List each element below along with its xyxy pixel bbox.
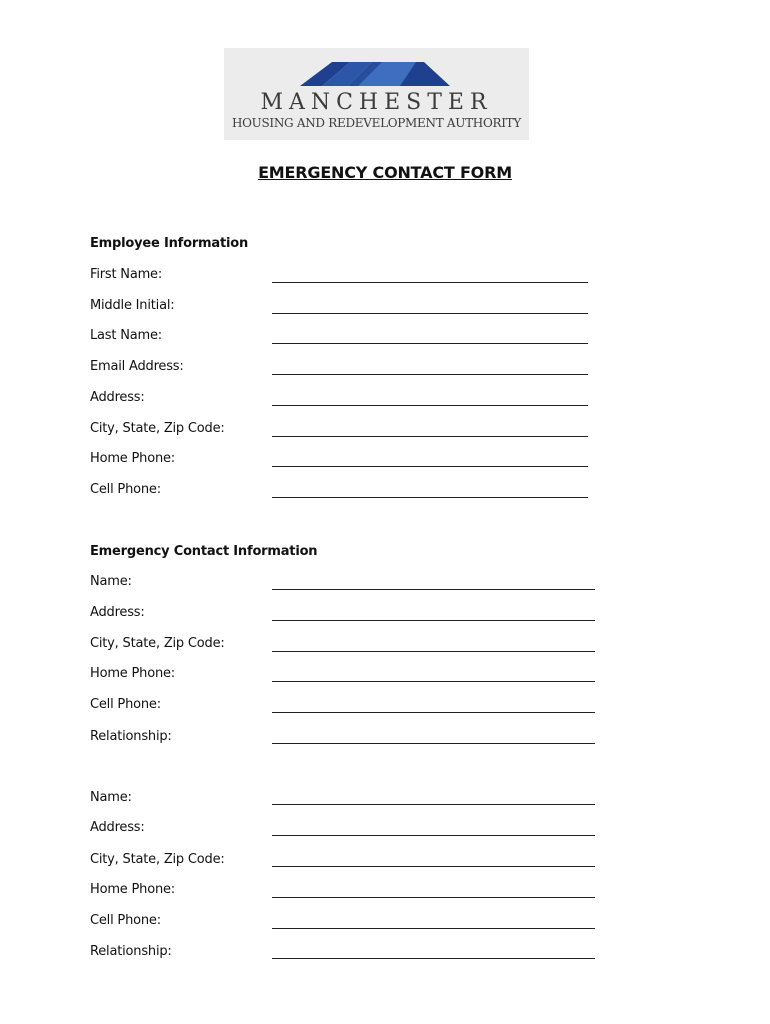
contact2-cell-phone-field[interactable] xyxy=(272,928,595,929)
contact2-name-field[interactable] xyxy=(272,804,595,805)
contact2-address-field[interactable] xyxy=(272,835,595,836)
contact1-name-label: Name: xyxy=(90,574,132,589)
address-field[interactable] xyxy=(272,405,588,406)
contact2-name-label: Name: xyxy=(90,790,132,805)
last-name-label: Last Name: xyxy=(90,328,162,343)
first-name-field[interactable] xyxy=(272,282,588,283)
first-name-label: First Name: xyxy=(90,267,163,282)
contact2-relationship-field[interactable] xyxy=(272,958,595,959)
contact2-home-phone-label: Home Phone: xyxy=(90,882,175,897)
contact1-name-field[interactable] xyxy=(272,589,595,590)
cell-phone-label: Cell Phone: xyxy=(90,482,161,497)
home-phone-field[interactable] xyxy=(272,466,588,467)
employee-section-heading: Employee Information xyxy=(90,236,249,251)
organization-logo xyxy=(224,48,529,140)
contact1-cell-phone-field[interactable] xyxy=(272,712,595,713)
last-name-field[interactable] xyxy=(272,343,588,344)
contact1-cell-phone-label: Cell Phone: xyxy=(90,697,161,712)
contact2-address-label: Address: xyxy=(90,820,145,835)
middle-initial-field[interactable] xyxy=(272,313,588,314)
logo-subtitle: HOUSING AND REDEVELOPMENT AUTHORITY xyxy=(231,116,521,130)
home-phone-label: Home Phone: xyxy=(90,451,175,466)
page-title: EMERGENCY CONTACT FORM xyxy=(258,163,512,182)
contact1-relationship-label: Relationship: xyxy=(90,729,172,744)
emergency-section-heading: Emergency Contact Information xyxy=(90,544,318,559)
contact2-city-state-zip-label: City, State, Zip Code: xyxy=(90,852,225,867)
contact1-home-phone-field[interactable] xyxy=(272,681,595,682)
email-address-label: Email Address: xyxy=(90,359,184,374)
contact2-home-phone-field[interactable] xyxy=(272,897,595,898)
contact1-city-state-zip-label: City, State, Zip Code: xyxy=(90,636,225,651)
contact1-home-phone-label: Home Phone: xyxy=(90,666,175,681)
email-address-field[interactable] xyxy=(272,374,588,375)
city-state-zip-label: City, State, Zip Code: xyxy=(90,421,225,436)
contact1-address-label: Address: xyxy=(90,605,145,620)
contact1-address-field[interactable] xyxy=(272,620,595,621)
contact1-relationship-field[interactable] xyxy=(272,743,595,744)
logo-name: MANCHESTER xyxy=(260,90,493,115)
cell-phone-field[interactable] xyxy=(272,497,588,498)
city-state-zip-field[interactable] xyxy=(272,436,588,437)
contact2-city-state-zip-field[interactable] xyxy=(272,866,595,867)
contact2-cell-phone-label: Cell Phone: xyxy=(90,913,161,928)
contact1-city-state-zip-field[interactable] xyxy=(272,651,595,652)
contact2-relationship-label: Relationship: xyxy=(90,944,172,959)
middle-initial-label: Middle Initial: xyxy=(90,298,175,313)
address-label: Address: xyxy=(90,390,145,405)
